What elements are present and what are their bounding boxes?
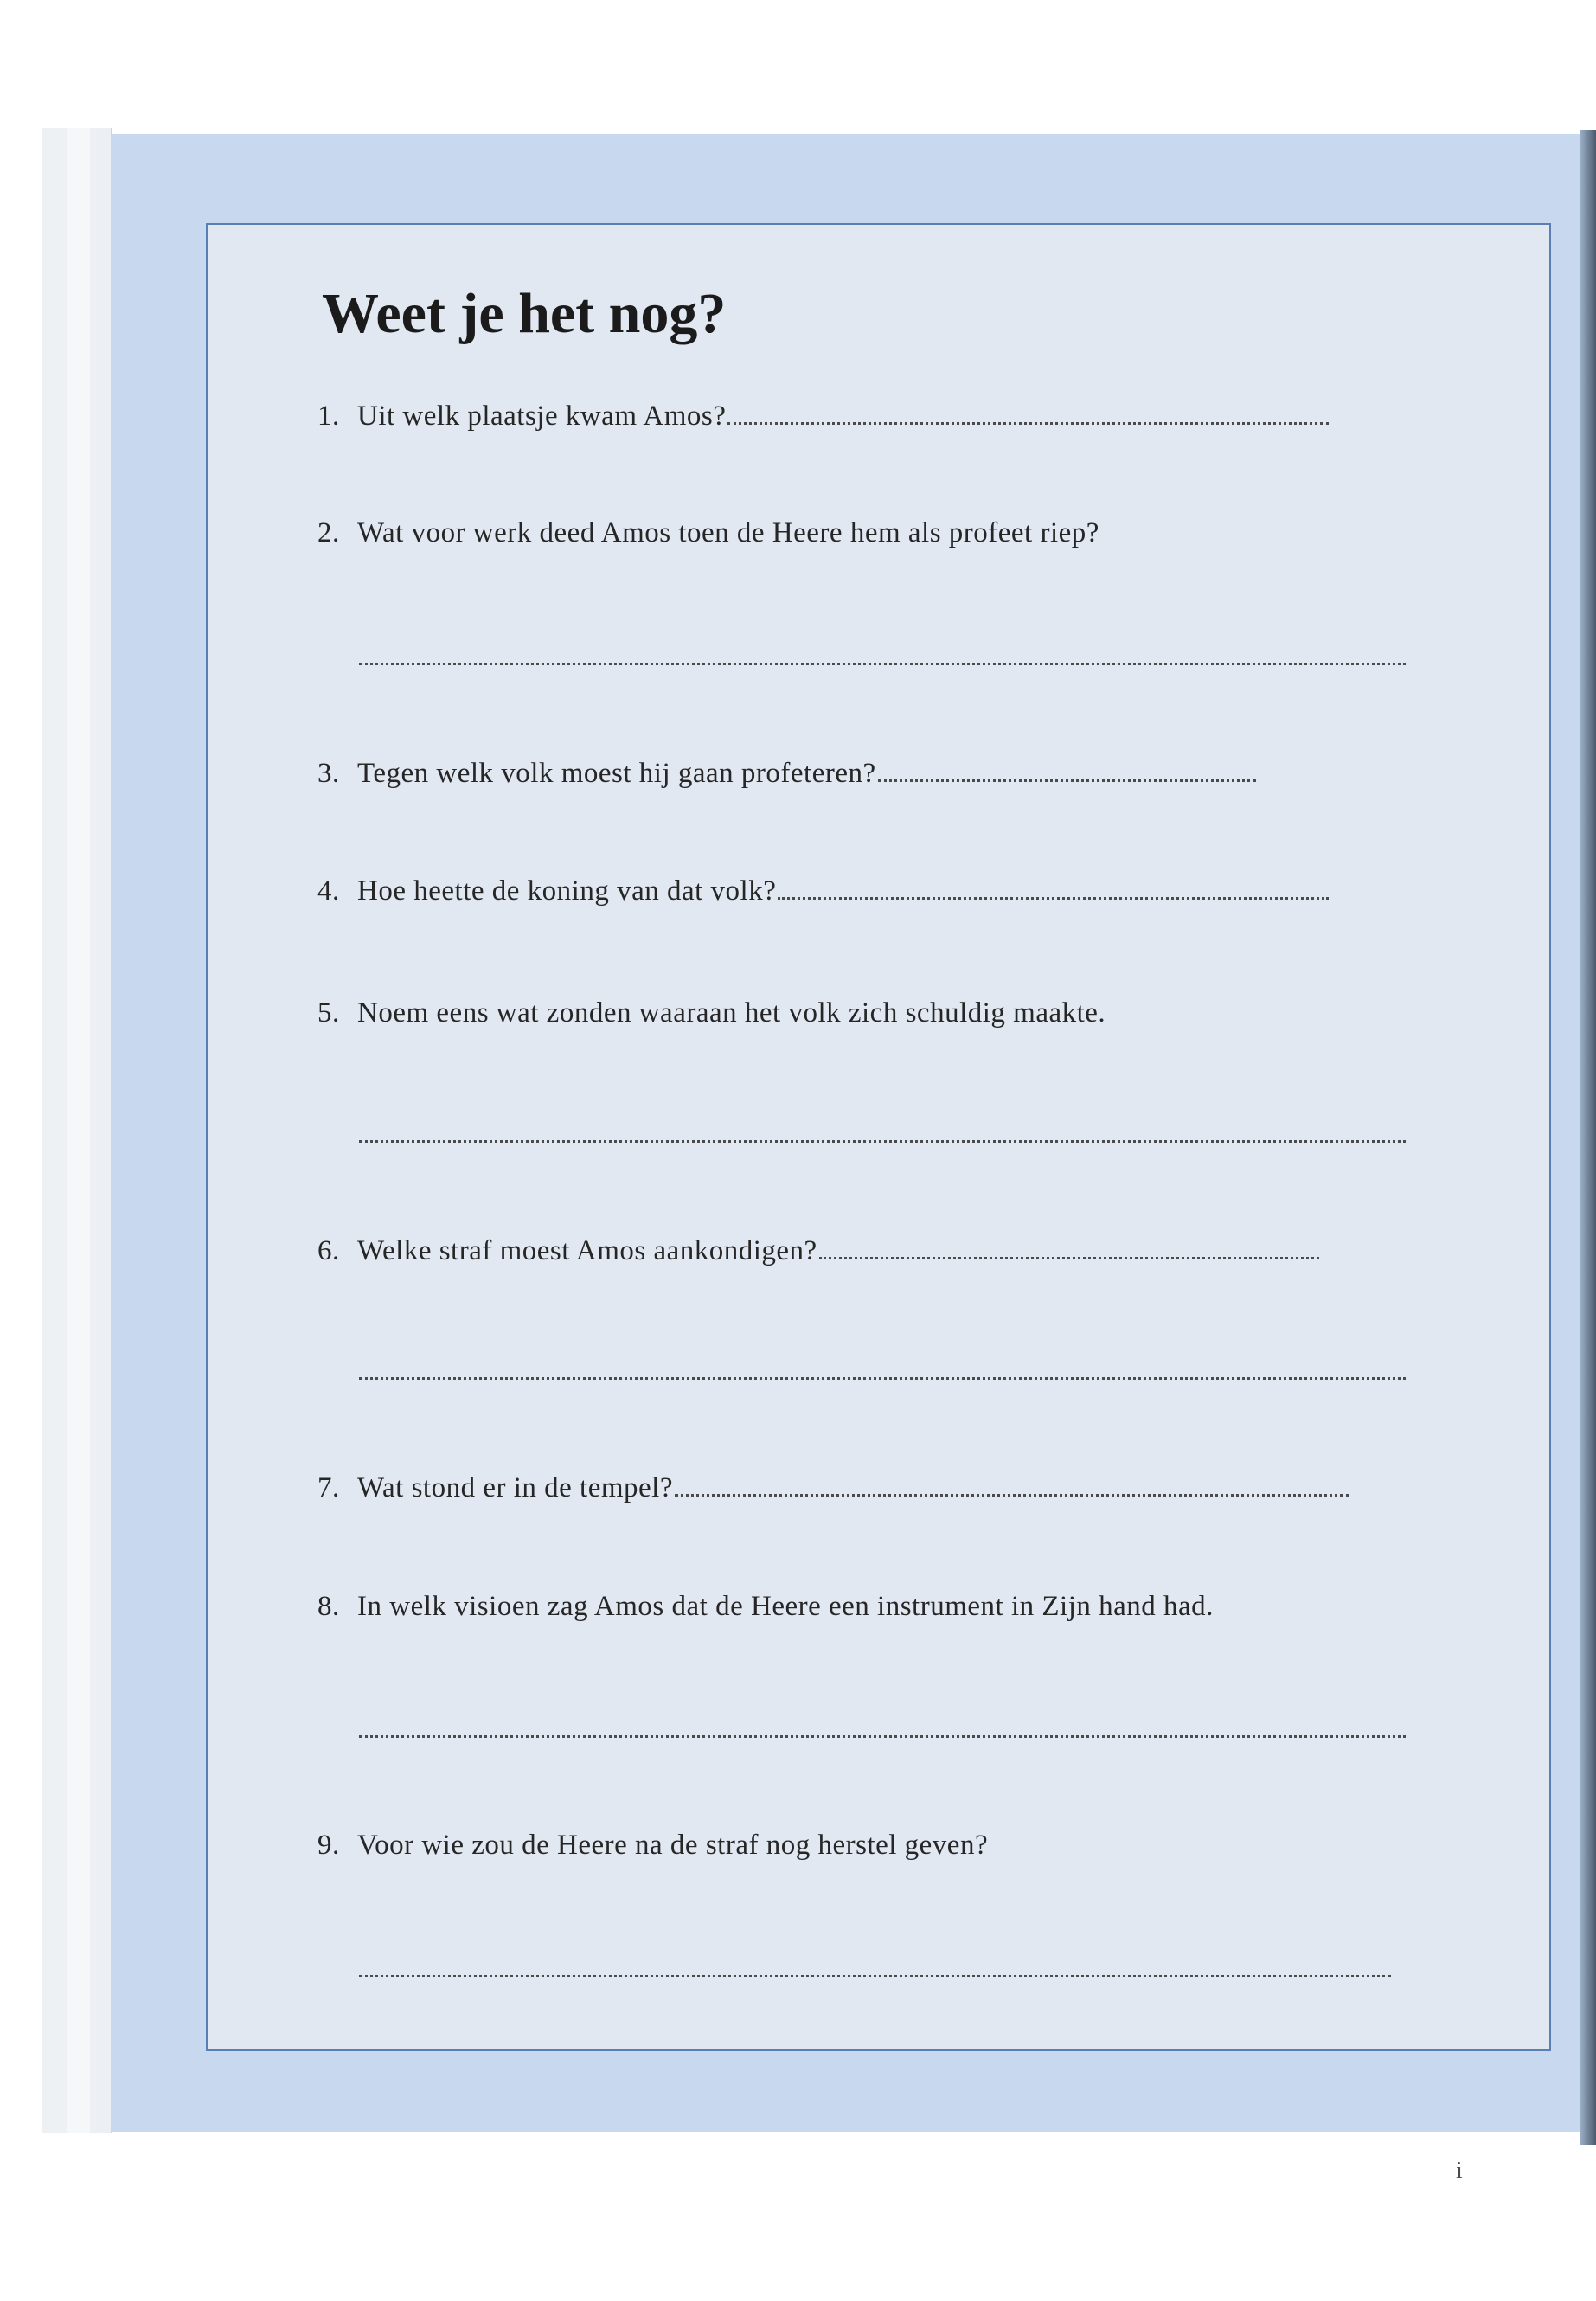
answer-dots[interactable] xyxy=(878,779,1256,782)
page-shadow xyxy=(1580,130,1596,2145)
question-number: 4. xyxy=(317,875,340,907)
answer-line-9[interactable] xyxy=(359,1975,1391,1977)
question-text: In welk visioen zag Amos dat de Heere een instrument in Zijn hand had. xyxy=(357,1591,1214,1622)
question-6 xyxy=(317,1235,1319,1267)
question-text: Welke straf moest Amos aankondigen? xyxy=(357,1235,817,1266)
answer-line-5[interactable] xyxy=(359,1140,1406,1143)
question-number: 6. xyxy=(317,1235,340,1266)
answer-line-6[interactable] xyxy=(359,1377,1406,1380)
worksheet-frame xyxy=(206,223,1551,2051)
page-edge xyxy=(90,128,112,2133)
question-1 xyxy=(317,401,1329,433)
question-text: Tegen welk volk moest hij gaan profeteren? xyxy=(357,758,876,789)
page-edge xyxy=(67,128,91,2133)
question-text: Voor wie zou de Heere na de straf nog herstel geven? xyxy=(357,1830,989,1861)
answer-line-8[interactable] xyxy=(359,1735,1406,1738)
question-4 xyxy=(317,875,1329,907)
worksheet-title: Weet je het nog? xyxy=(322,282,727,345)
page-number: i xyxy=(1456,2157,1463,2184)
question-text: Wat voor werk deed Amos toen de Heere hem als profeet riep? xyxy=(357,517,1099,548)
question-number: 5. xyxy=(317,997,340,1029)
question-text: Uit welk plaatsje kwam Amos? xyxy=(357,401,727,432)
question-number: 3. xyxy=(317,758,340,789)
question-number: 7. xyxy=(317,1472,340,1503)
page-edge xyxy=(42,128,68,2133)
question-number: 9. xyxy=(317,1830,340,1861)
question-text: Noem eens wat zonden waaraan het volk zich schuldig maakte. xyxy=(357,997,1106,1029)
answer-dots[interactable] xyxy=(675,1494,1349,1497)
question-9 xyxy=(317,1830,988,1862)
answer-dots[interactable] xyxy=(727,422,1329,425)
answer-dots[interactable] xyxy=(819,1257,1319,1259)
question-text: Hoe heette de koning van dat volk? xyxy=(357,875,777,907)
question-2 xyxy=(317,517,1099,549)
question-number: 8. xyxy=(317,1591,340,1622)
question-number: 1. xyxy=(317,401,340,432)
question-text: Wat stond er in de tempel? xyxy=(357,1472,673,1503)
question-5 xyxy=(317,997,1106,1029)
question-8 xyxy=(317,1591,1214,1623)
question-7 xyxy=(317,1472,1349,1504)
question-number: 2. xyxy=(317,517,340,548)
answer-dots[interactable] xyxy=(778,897,1329,900)
question-3 xyxy=(317,758,1256,790)
answer-line-2[interactable] xyxy=(359,663,1406,665)
